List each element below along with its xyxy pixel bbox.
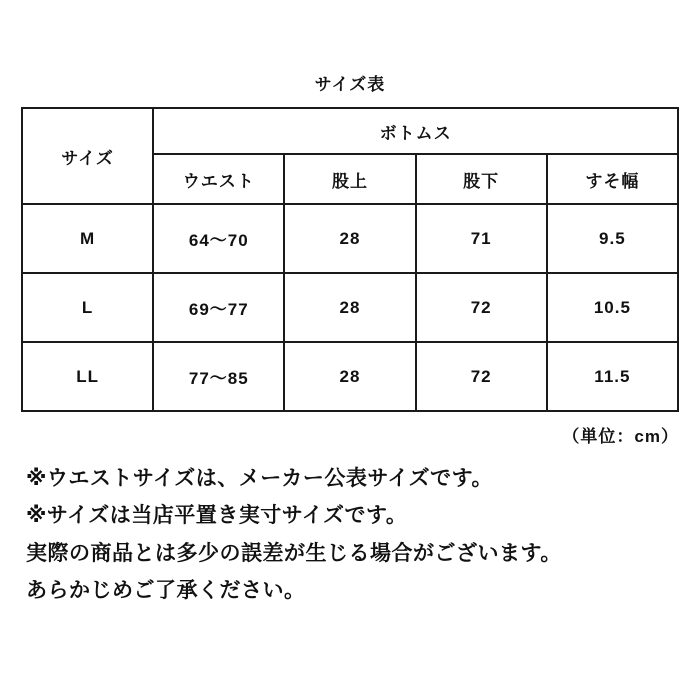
note-line-2: ※サイズは当店平置き実寸サイズです。 [26, 504, 408, 528]
cell-l-inseam: 72 [416, 273, 547, 342]
table-row [22, 273, 678, 342]
note-line-3: 実際の商品とは多少の誤差が生じる場合がございます。 [26, 541, 562, 565]
unit-note: （単位：cm） [562, 427, 679, 446]
notes-block [14, 447, 686, 605]
table-header-row [22, 108, 678, 154]
cell-m-inseam: 71 [416, 204, 547, 273]
header-size-label: サイズ [22, 108, 153, 204]
row-size-m: M [22, 204, 153, 273]
table-row [22, 204, 678, 273]
cell-ll-rise: 28 [284, 342, 415, 411]
row-size-ll: LL [22, 342, 153, 411]
cell-ll-waist: 77〜85 [153, 342, 284, 411]
cell-l-hem: 10.5 [547, 273, 678, 342]
cell-m-waist: 64〜70 [153, 204, 284, 273]
size-table [21, 107, 679, 412]
row-size-l: L [22, 273, 153, 342]
header-group-bottoms: ボトムス [153, 108, 678, 154]
cell-m-hem: 9.5 [547, 204, 678, 273]
note-line-4: あらかじめご了承ください。 [26, 579, 306, 603]
cell-l-waist: 69〜77 [153, 273, 284, 342]
page-title: サイズ表 [314, 75, 386, 94]
header-inseam: 股下 [416, 154, 547, 204]
header-hem-width: すそ幅 [547, 154, 678, 204]
cell-m-rise: 28 [284, 204, 415, 273]
header-waist: ウエスト [153, 154, 284, 204]
note-line-1: ※ウエストサイズは、メーカー公表サイズです。 [26, 467, 493, 490]
table-row [22, 342, 678, 411]
cell-ll-inseam: 72 [416, 342, 547, 411]
cell-l-rise: 28 [284, 273, 415, 342]
header-rise: 股上 [284, 154, 415, 204]
cell-ll-hem: 11.5 [547, 342, 678, 411]
